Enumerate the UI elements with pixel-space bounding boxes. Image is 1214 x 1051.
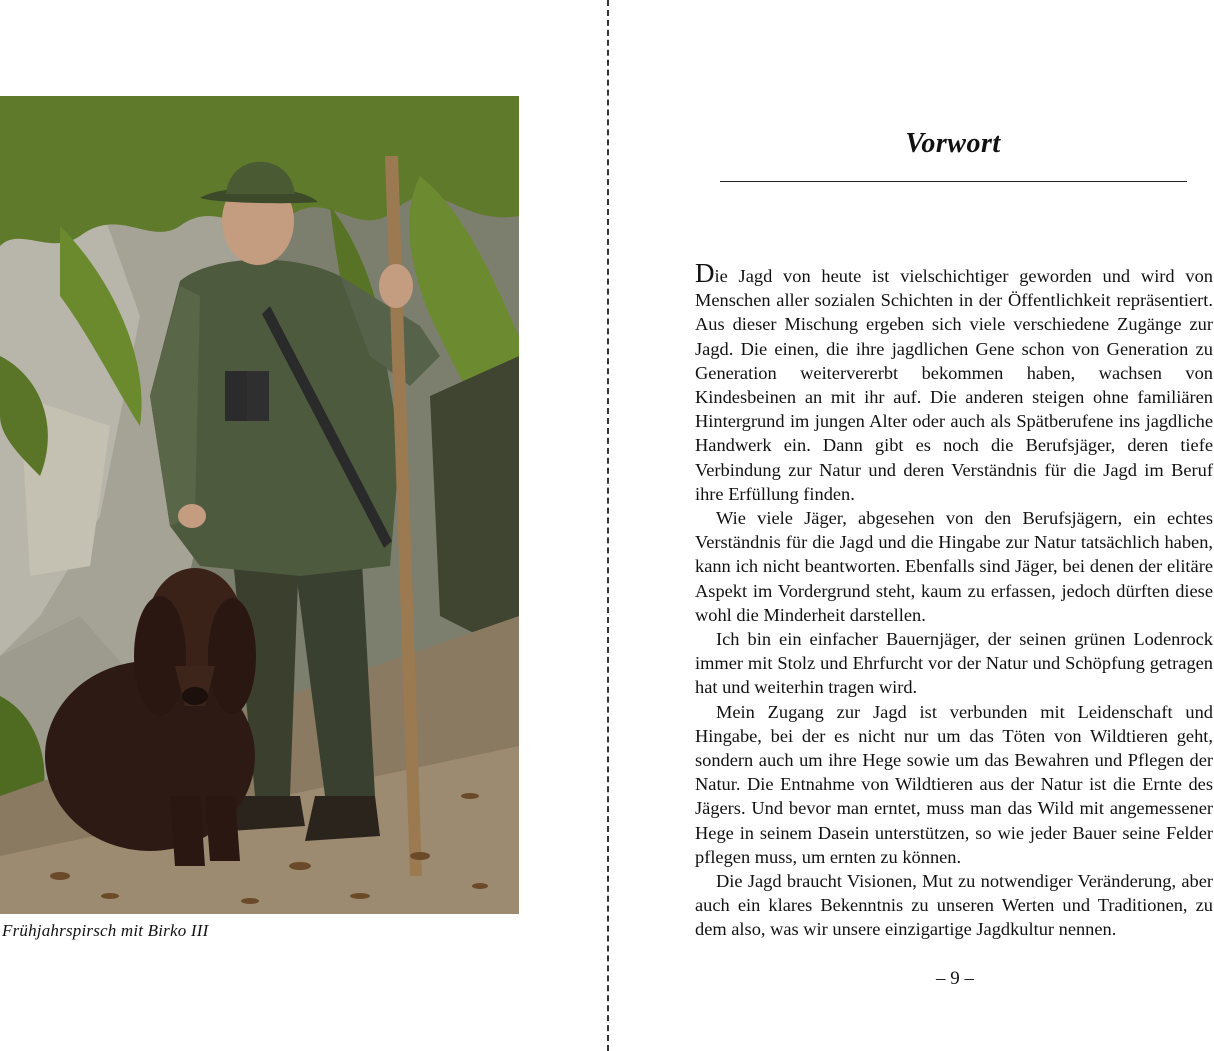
page-fold-divider [607,0,609,1051]
foreword-body [695,258,1213,942]
drop-letter: D [695,258,715,288]
left-page [0,0,606,1051]
paragraph-5: Die Jagd braucht Visionen, Mut zu notwendiger Veränderung, aber auch ein klares Bekenntnis zu unseren Werten und Traditionen, zu dem also, was wir unsere einzigartige Jagdkultur nennen. [695,871,1213,940]
paragraph-2: Wie viele Jäger, abgesehen von den Berufsjägern, ein echtes Verständnis für die Jagd und die Hingabe zur Natur tatsächlich haben, kann ich nicht beantworten. Ebenfalls sind Jäger, bei denen der elitäre Aspekt im Vordergrund steht, kaum zu erfassen, jedoch dürften diese wohl die Minderheit darstellen. [695,508,1213,625]
title-underline-rule [720,181,1187,182]
page-number: – 9 – [936,968,974,989]
right-page [610,0,1214,1051]
photo-caption: Frühjahrspirsch mit Birko III [2,921,209,940]
paragraph-1 [695,258,1213,506]
chapter-title: Vorwort [905,128,1001,159]
paragraph-1-text: ie Jagd von heute ist vielschichtiger geworden und wird von Menschen aller sozialen Schichten in der Öffentlichkeit repräsentiert. Aus dieser Mischung ergeben sich viele verschiedene Zugänge zur Jagd. Die einen, die ihre jagdlichen Gene schon von Generation zu Generation weitervererbt bekommen haben, wachsen von Kindesbeinen an mit ihr auf. Die anderen steigen ohne familiären Hintergrund im jungen Alter oder auch als Spätberufene ins jagdliche Handwerk ein. Dann gibt es noch die Berufsjäger, deren tiefe Verbindung zur Natur und deren Verständnis für die Jagd im Beruf ihre Erfüllung finden. [695,266,1213,504]
hunter-with-dog-photo [0,96,519,914]
paragraph-4: Mein Zugang zur Jagd ist verbunden mit Leidenschaft und Hingabe, bei der es nicht nur um das Töten von Wildtieren geht, sondern auch um ihre Hege sowie um das Bewahren und Pflegen der Natur. Die Entnahme von Wildtieren aus der Natur ist die Ernte des Jägers. Und bevor man erntet, muss man das Wild mit angemessener Hege in seinem Dasein unterstützen, so wie jeder Bauer seine Felder pflegen muss, um ernten zu können. [695,701,1213,867]
paragraph-3: Ich bin ein einfacher Bauernjäger, der seinen grünen Lodenrock immer mit Stolz und Ehrfurcht vor der Natur und Schöpfung getragen hat und weiterhin tragen wird. [695,629,1213,698]
photo-illustration [0,96,519,914]
